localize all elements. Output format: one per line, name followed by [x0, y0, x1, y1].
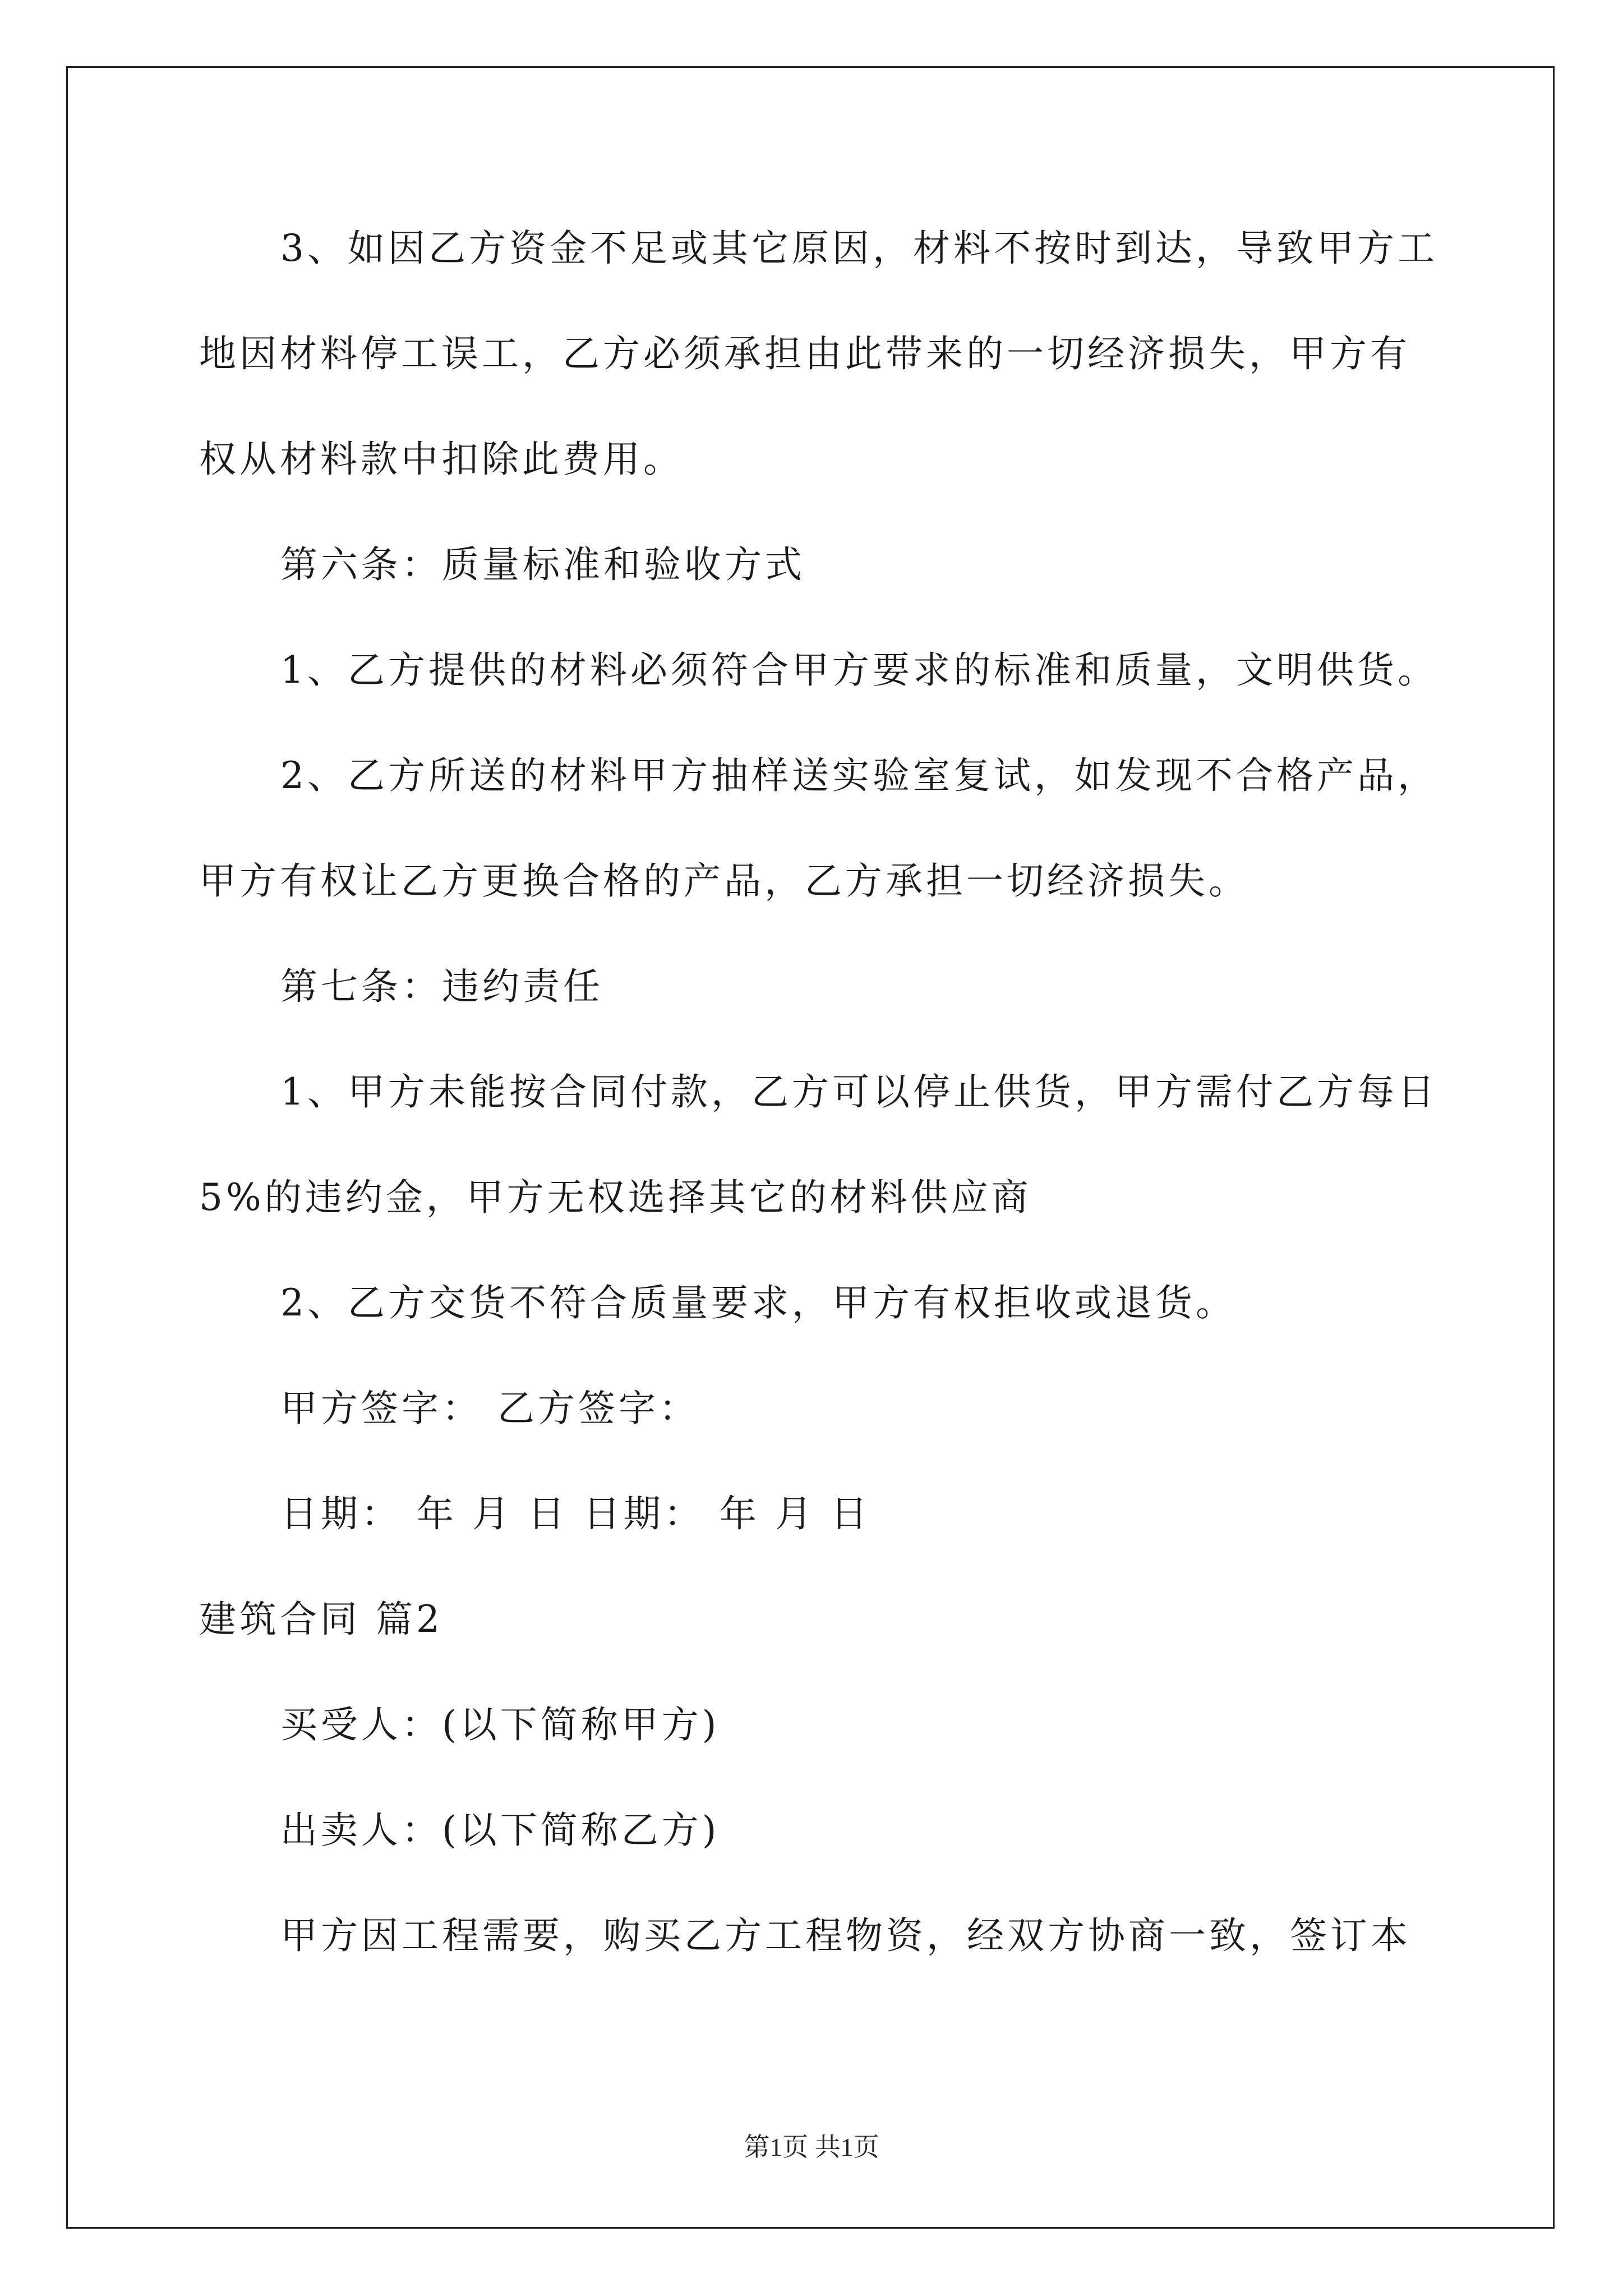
page-border — [66, 66, 1555, 2229]
paragraph-line: 1、甲方未能按合同付款，乙方可以停止供货，甲方需付乙方每日 — [280, 1070, 1438, 1114]
paragraph-line: 2、乙方交货不符合质量要求，甲方有权拒收或退货。 — [280, 1281, 1236, 1324]
paragraph-line: 5%的违约金，甲方无权选择其它的材料供应商 — [199, 1176, 1032, 1219]
section-heading: 第七条：违约责任 — [280, 965, 603, 1008]
seller-line: 出卖人：(以下简称乙方) — [280, 1809, 720, 1852]
section-heading: 第六条：质量标准和验收方式 — [280, 543, 805, 586]
paragraph-line: 地因材料停工误工，乙方必须承担由此带来的一切经济损失，甲方有 — [199, 332, 1410, 375]
paragraph-line: 2、乙方所送的材料甲方抽样送实验室复试，如发现不合格产品， — [280, 754, 1438, 797]
date-line: 日期： 年 月 日 日期： 年 月 日 — [280, 1492, 871, 1535]
buyer-line: 买受人：(以下简称甲方) — [280, 1703, 720, 1746]
page-footer: 第1页 共1页 — [744, 2133, 879, 2161]
paragraph-line: 权从材料款中扣除此费用。 — [199, 438, 684, 481]
paragraph-line: 甲方因工程需要，购买乙方工程物资，经双方协商一致，签订本 — [280, 1914, 1411, 1957]
signature-line: 甲方签字： 乙方签字： — [280, 1387, 699, 1430]
document-section-title: 建筑合同 篇2 — [199, 1598, 443, 1641]
paragraph-line: 3、如因乙方资金不足或其它原因，材料不按时到达，导致甲方工 — [280, 227, 1438, 270]
paragraph-line: 甲方有权让乙方更换合格的产品，乙方承担一切经济损失。 — [199, 859, 1249, 903]
paragraph-line: 1、乙方提供的材料必须符合甲方要求的标准和质量，文明供货。 — [280, 648, 1438, 692]
